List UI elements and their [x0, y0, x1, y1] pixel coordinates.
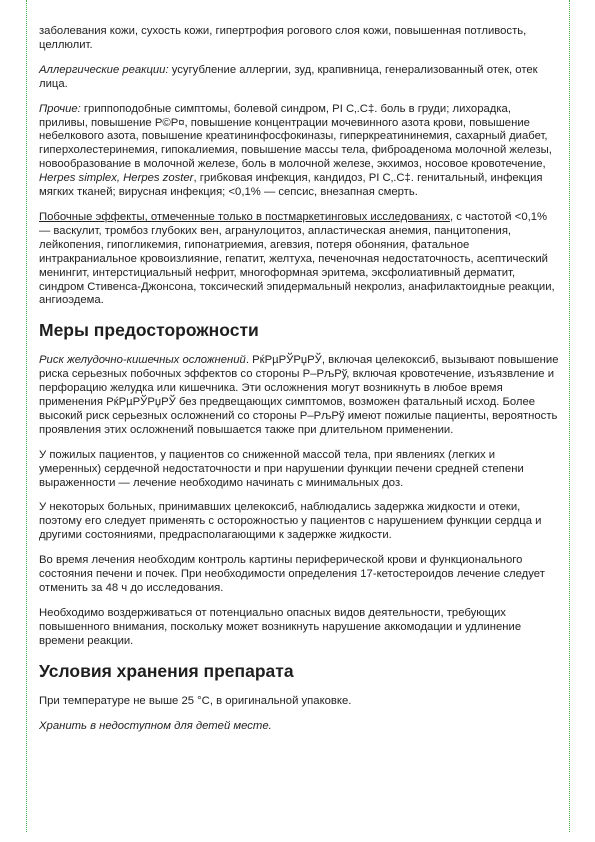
precautions-heading: Меры предосторожности	[39, 320, 259, 341]
storage-temperature: При температуре не выше 25 °С, в оригинальной упаковке.	[39, 694, 352, 707]
postmarketing-paragraph	[39, 211, 559, 308]
page-border-right	[569, 0, 570, 832]
herpes-term: Herpes simplex, Herpes zoster	[39, 172, 194, 185]
allergy-paragraph	[39, 64, 559, 92]
other-text-2: , грибковая инфекция, кандидоз, РІ С‚.С‡. генитальный, инфекция мягких тканей; вирусная инфекция; <0,1% — сепсис, внезапная смерть.	[39, 172, 543, 199]
storage-children-text: Хранить в недоступном для детей месте.	[39, 719, 272, 732]
intro-paragraph: заболевания кожи, сухость кожи, гипертрофия рогового слоя кожи, повышенная потливость, целлюлит.	[39, 25, 527, 51]
other-effects-paragraph	[39, 103, 559, 200]
gi-risk-paragraph	[39, 354, 559, 437]
storage-heading: Условия хранения препарата	[39, 660, 294, 681]
driving-paragraph: Необходимо воздерживаться от потенциально опасных видов деятельности, требующих повышенного внимания, поскольку может возникнуть нарушение аккомодации и удлинение времени реакции.	[39, 606, 522, 647]
postmarketing-label: Побочные эффекты, отмеченные только в постмаркетинговых исследованиях	[39, 210, 451, 223]
allergy-text: усугубление аллергии, зуд, крапивница, генерализованный отек, отек лица.	[39, 63, 538, 90]
storage-children	[39, 720, 559, 734]
page-border-left	[26, 0, 27, 832]
allergy-label: Аллергические реакции:	[39, 63, 169, 76]
postmarketing-text: , с частотой <0,1% — васкулит, тромбоз глубоких вен, агранулоцитоз, апластическая анемия, панцитопения, лейкопения, гипогликемия, гипонатриемия, агевзия, потеря обоняния, фатальное интракраниальное кровоизлияние, гепатит, желтуха, печеночная недостаточность, асептический менингит, интерстициальный нефрит, многоформная эритема, эксфолиативный дерматит, синдром Стивенса-Джонсона, токсический эпидермальный некролиз, анафилактоидные реакции, ангиоэдема.	[39, 210, 555, 307]
fluid-retention-paragraph: У некоторых больных, принимавших целекоксиб, наблюдались задержка жидкости и отеки, поэтому его следует применять с осторожностью у пациентов с нарушением функции сердца и другими состояниями, предрасполагающими к задержке жидкости.	[39, 501, 542, 542]
gi-risk-label: Риск желудочно-кишечных осложнений	[39, 354, 246, 367]
other-label: Прочие:	[39, 102, 81, 115]
monitoring-paragraph: Во время лечения необходим контроль картины периферической крови и функционального состояния печени и почек. При необходимости определения 17-кетостероидов лечение следует отменить за 48 ч до исследования.	[39, 554, 545, 594]
gi-risk-text: . РќРµРЎРџРЎ, включая целекоксиб, вызывают повышение риска серьезных побочных эффектов со стороны Р–РљРў, включая кровотечение, изъязвление и перфорацию желудка или кишечника. Эти осложнения могут возникнуть в любое время применения РќРµРЎРџРЎ без предвещающих симптомов, возможен фатальный исход. Более высокий риск серьезных осложнений со стороны Р–РљРў имеют пожилые пациенты, вероятность проявления этих осложнений повышается также при длительном применении.	[39, 354, 559, 436]
other-text-1: гриппоподобные симптомы, болевой синдром, РІ С‚.С‡. боль в груди; лихорадка, приливы, повышение Р©Р¤, повышение концентрации мочевинного азота крови, повышение небелкового азота, повышение креатининфосфокиназы, гиперкреатининемия, сахарный диабет, гиперхолестеринемия, гипокалиемия, повышение массы тела, фиброаденома молочной железы, новообразование в молочной железе, боль в молочной железе, экхимоз, носовое кровотечение,	[39, 102, 552, 171]
document-content	[39, 25, 559, 744]
elderly-paragraph: У пожилых пациентов, у пациентов со сниженной массой тела, при явлениях (легких и умеренных) сердечной недостаточности и при нарушении функции печени средней степени выраженности — лечение необходимо начинать с минимальных доз.	[39, 448, 524, 489]
